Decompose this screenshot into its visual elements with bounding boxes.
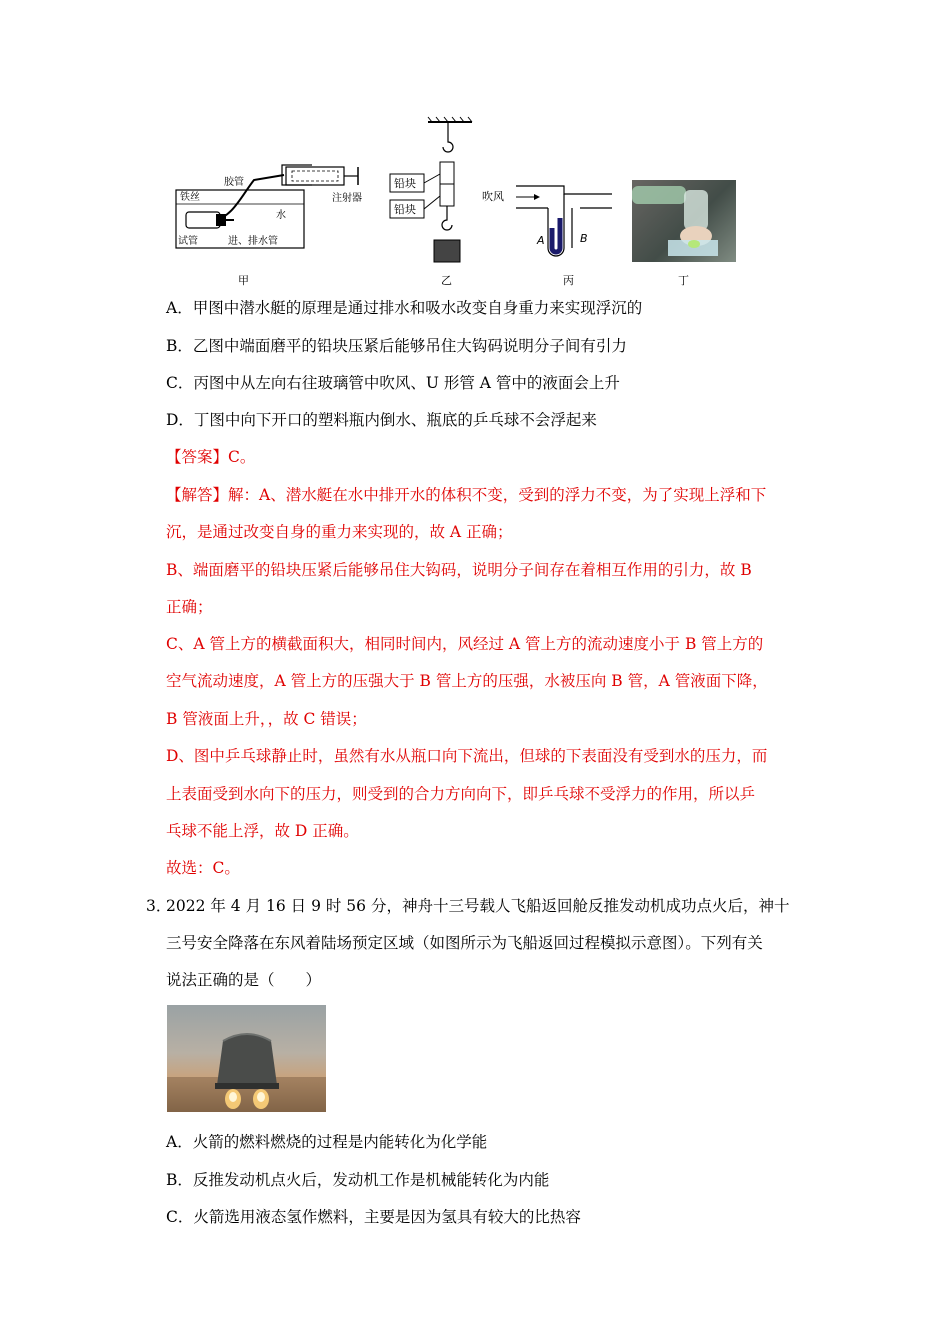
- capsule-photo: [167, 1005, 326, 1112]
- label-hose: 胶管: [224, 177, 244, 188]
- label-syringe: 注射器: [332, 193, 362, 204]
- figure-yi: [388, 116, 478, 272]
- q3-option-a: A．火箭的燃料燃烧的过程是内能转化为化学能: [166, 1133, 488, 1151]
- caption-jia: 甲: [238, 274, 249, 287]
- q2-analysis-5: C、A 管上方的横截面积大，相同时间内，风经过 A 管上方的流动速度小于 B 管上方的: [166, 635, 764, 653]
- q2-analysis-2: 沉，是通过改变自身的重力来实现的，故 A 正确；: [166, 523, 513, 541]
- caption-ding: 丁: [678, 274, 689, 287]
- label-water: 水: [276, 210, 286, 221]
- q2-analysis-10: 乓球不能上浮，故 D 正确。: [166, 822, 359, 840]
- q3-stem-3: 说法正确的是（ ）: [166, 971, 322, 989]
- label-inlet: 进、排水管: [228, 236, 278, 247]
- figure-bing: [480, 178, 620, 270]
- label-b: B: [580, 232, 588, 245]
- q3-stem-1: 2022 年 4 月 16 日 9 时 56 分，神舟十三号载人飞船返回舱反推发动机成功点火后，神十: [166, 897, 790, 915]
- q3-option-b: B．反推发动机点火后，发动机工作是机械能转化为内能: [166, 1171, 550, 1189]
- caption-bing: 丙: [563, 274, 574, 287]
- q2-option-d: D．丁图中向下开口的塑料瓶内倒水、瓶底的乒乓球不会浮起来: [166, 411, 597, 429]
- q2-analysis-9: 上表面受到水向下的压力，则受到的合力方向向下，即乒乓球不受浮力的作用，所以乒: [166, 785, 756, 803]
- label-blow: 吹风: [482, 190, 504, 203]
- figure-ding-photo: [632, 180, 736, 262]
- label-a: A: [537, 234, 545, 247]
- caption-yi: 乙: [441, 274, 452, 287]
- label-wire: 铁丝: [180, 192, 200, 203]
- q2-answer: 【答案】C。: [166, 448, 256, 466]
- q2-analysis-4: 正确；: [166, 598, 213, 616]
- syringe-figure: [284, 163, 366, 205]
- q2-option-b: B．乙图中端面磨平的铅块压紧后能够吊住大钩码说明分子间有引力: [166, 337, 627, 355]
- label-block1: 铅块: [394, 177, 416, 190]
- q2-analysis-1: 【解答】解：A、潜水艇在水中排开水的体积不变，受到的浮力不变，为了实现上浮和下: [166, 486, 767, 504]
- q2-analysis-11: 故选：C。: [166, 859, 240, 877]
- label-tube: 试管: [178, 236, 198, 247]
- q2-option-a: A．甲图中潜水艇的原理是通过排水和吸水改变自身重力来实现浮沉的: [166, 299, 643, 317]
- q3-number: 3．: [146, 897, 172, 915]
- q2-option-c: C．丙图中从左向右往玻璃管中吹风、U 形管 A 管中的液面会上升: [166, 374, 620, 392]
- q2-analysis-7: B 管液面上升，，故 C 错误；: [166, 710, 367, 728]
- q3-option-c: C．火箭选用液态氢作燃料，主要是因为氢具有较大的比热容: [166, 1208, 581, 1226]
- label-block2: 铅块: [394, 203, 416, 216]
- q3-stem-2: 三号安全降落在东风着陆场预定区域（如图所示为飞船返回过程模拟示意图）。下列有关: [166, 934, 763, 952]
- q2-analysis-3: B、端面磨平的铅块压紧后能够吊住大钩码，说明分子间存在着相互作用的引力，故 B: [166, 561, 752, 579]
- q2-analysis-6: 空气流动速度，A 管上方的压强大于 B 管上方的压强，水被压向 B 管，A 管液面下降，: [166, 672, 768, 690]
- q2-analysis-8: D、图中乒乓球静止时，虽然有水从瓶口向下流出，但球的下表面没有受到水的压力，而: [166, 747, 768, 765]
